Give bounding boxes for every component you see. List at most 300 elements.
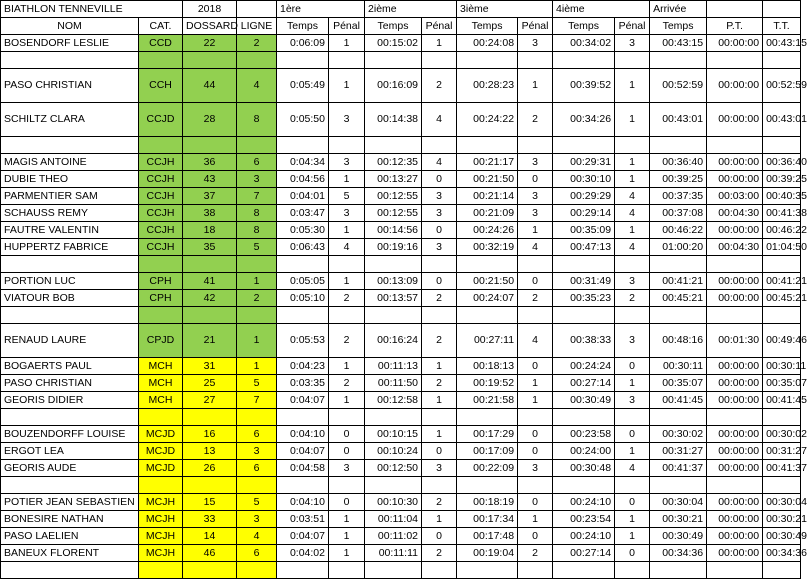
cell-penal-4: 4 bbox=[615, 460, 650, 477]
cell-tt: 01:04:50 bbox=[763, 239, 801, 256]
cell-temps-2: 00:11:50 bbox=[365, 375, 422, 392]
cell-temps-2: 00:12:50 bbox=[365, 460, 422, 477]
col-header-penal-2: Pénal bbox=[422, 18, 457, 35]
cell-temps-2: 00:12:58 bbox=[365, 392, 422, 409]
cell-penal-3: 1 bbox=[518, 222, 553, 239]
cell-pt: 00:00:00 bbox=[707, 460, 763, 477]
cell-pt: 00:00:00 bbox=[707, 171, 763, 188]
cell-penal-2: 2 bbox=[422, 324, 457, 358]
empty-cell bbox=[763, 137, 801, 154]
cell-penal-4: 1 bbox=[615, 511, 650, 528]
cell-penal-3: 3 bbox=[518, 460, 553, 477]
col-header-pt: P.T. bbox=[707, 18, 763, 35]
cell-pt: 00:00:00 bbox=[707, 511, 763, 528]
empty-cell bbox=[615, 52, 650, 69]
empty-cell bbox=[763, 256, 801, 273]
col-header-tt: T.T. bbox=[763, 18, 801, 35]
cell-penal-1: 1 bbox=[329, 171, 365, 188]
cell-penal-1: 3 bbox=[329, 460, 365, 477]
cell-penal-1: 0 bbox=[329, 426, 365, 443]
cell-temps-4: 00:24:10 bbox=[553, 494, 615, 511]
header-empty bbox=[237, 1, 277, 18]
table-row bbox=[1, 545, 801, 562]
empty-cell bbox=[1, 52, 139, 69]
cell-penal-3: 2 bbox=[518, 103, 553, 137]
empty-cell bbox=[237, 137, 277, 154]
cell-pt: 00:00:00 bbox=[707, 290, 763, 307]
cell-temps-3: 00:32:19 bbox=[457, 239, 518, 256]
empty-cell bbox=[183, 52, 237, 69]
cell-nom: POTIER JEAN SEBASTIEN bbox=[1, 494, 139, 511]
cell-temps-2: 00:16:09 bbox=[365, 69, 422, 103]
cell-penal-1: 3 bbox=[329, 154, 365, 171]
cell-temps-2: 00:11:11 bbox=[365, 545, 422, 562]
empty-cell bbox=[329, 307, 365, 324]
cell-dossard: 21 bbox=[183, 324, 237, 358]
cell-penal-2: 0 bbox=[422, 222, 457, 239]
cell-ligne: 5 bbox=[237, 375, 277, 392]
cell-dossard: 13 bbox=[183, 443, 237, 460]
separator-row bbox=[1, 477, 801, 494]
cell-nom: HUPPERTZ FABRICE bbox=[1, 239, 139, 256]
cell-temps-finish: 00:31:27 bbox=[650, 443, 707, 460]
empty-cell bbox=[139, 137, 183, 154]
cell-penal-4: 0 bbox=[615, 494, 650, 511]
cell-temps-finish: 00:43:15 bbox=[650, 35, 707, 52]
cell-cat: MCJH bbox=[139, 511, 183, 528]
empty-cell bbox=[277, 477, 329, 494]
cell-temps-finish: 00:48:16 bbox=[650, 324, 707, 358]
empty-cell bbox=[422, 307, 457, 324]
cell-temps-2: 00:12:55 bbox=[365, 188, 422, 205]
cell-tt: 00:41:37 bbox=[763, 460, 801, 477]
cell-nom: SCHILTZ CLARA bbox=[1, 103, 139, 137]
cell-temps-1: 0:06:43 bbox=[277, 239, 329, 256]
cell-nom: PASO CHRISTIAN bbox=[1, 69, 139, 103]
cell-temps-3: 00:18:13 bbox=[457, 358, 518, 375]
cell-penal-2: 3 bbox=[422, 239, 457, 256]
cell-dossard: 46 bbox=[183, 545, 237, 562]
empty-cell bbox=[518, 137, 553, 154]
cell-penal-2: 2 bbox=[422, 290, 457, 307]
cell-temps-4: 00:47:13 bbox=[553, 239, 615, 256]
separator-row bbox=[1, 137, 801, 154]
cell-nom: BOSENDORF LESLIE bbox=[1, 35, 139, 52]
cell-temps-3: 00:24:07 bbox=[457, 290, 518, 307]
cell-temps-3: 00:17:09 bbox=[457, 443, 518, 460]
empty-cell bbox=[763, 477, 801, 494]
table-row bbox=[1, 443, 801, 460]
empty-cell bbox=[183, 307, 237, 324]
empty-cell bbox=[365, 562, 422, 579]
cell-temps-3: 00:24:08 bbox=[457, 35, 518, 52]
col-header-temps-2: Temps bbox=[365, 18, 422, 35]
cell-temps-4: 00:30:10 bbox=[553, 171, 615, 188]
empty-cell bbox=[707, 409, 763, 426]
empty-cell bbox=[1, 409, 139, 426]
cell-penal-2: 0 bbox=[422, 273, 457, 290]
cell-penal-3: 4 bbox=[518, 239, 553, 256]
cell-ligne: 1 bbox=[237, 273, 277, 290]
round-2-label: 2ième bbox=[365, 1, 457, 18]
table-row bbox=[1, 103, 801, 137]
cell-nom: PASO CHRISTIAN bbox=[1, 375, 139, 392]
cell-temps-2: 00:11:02 bbox=[365, 528, 422, 545]
table-row bbox=[1, 426, 801, 443]
cell-pt: 00:00:00 bbox=[707, 103, 763, 137]
cell-temps-1: 0:03:35 bbox=[277, 375, 329, 392]
separator-row bbox=[1, 307, 801, 324]
table-row bbox=[1, 324, 801, 358]
cell-dossard: 25 bbox=[183, 375, 237, 392]
empty-cell bbox=[139, 477, 183, 494]
cell-pt: 00:00:00 bbox=[707, 273, 763, 290]
cell-temps-2: 00:10:30 bbox=[365, 494, 422, 511]
cell-penal-3: 3 bbox=[518, 205, 553, 222]
cell-penal-2: 1 bbox=[422, 426, 457, 443]
cell-temps-1: 0:05:05 bbox=[277, 273, 329, 290]
cell-temps-finish: 00:30:11 bbox=[650, 358, 707, 375]
table-row bbox=[1, 171, 801, 188]
table-body bbox=[1, 35, 807, 579]
cell-temps-finish: 00:35:07 bbox=[650, 375, 707, 392]
cell-penal-3: 0 bbox=[518, 358, 553, 375]
cell-temps-finish: 00:43:01 bbox=[650, 103, 707, 137]
empty-cell bbox=[422, 562, 457, 579]
cell-penal-4: 3 bbox=[615, 392, 650, 409]
cell-cat: MCJD bbox=[139, 426, 183, 443]
cell-pt: 00:00:00 bbox=[707, 358, 763, 375]
cell-dossard: 35 bbox=[183, 239, 237, 256]
cell-temps-2: 00:19:16 bbox=[365, 239, 422, 256]
cell-penal-3: 0 bbox=[518, 528, 553, 545]
cell-pt: 00:00:00 bbox=[707, 545, 763, 562]
cell-nom: RENAUD LAURE bbox=[1, 324, 139, 358]
cell-penal-2: 1 bbox=[422, 358, 457, 375]
cell-penal-4: 1 bbox=[615, 154, 650, 171]
round-4-label: 4ième bbox=[553, 1, 650, 18]
empty-cell bbox=[457, 256, 518, 273]
empty-cell bbox=[518, 52, 553, 69]
cell-pt: 00:00:00 bbox=[707, 222, 763, 239]
cell-penal-2: 2 bbox=[422, 375, 457, 392]
cell-temps-2: 00:15:02 bbox=[365, 35, 422, 52]
empty-cell bbox=[763, 307, 801, 324]
empty-cell bbox=[365, 137, 422, 154]
cell-temps-3: 00:28:23 bbox=[457, 69, 518, 103]
empty-cell bbox=[329, 256, 365, 273]
cell-ligne: 7 bbox=[237, 188, 277, 205]
cell-penal-2: 1 bbox=[422, 392, 457, 409]
cell-dossard: 28 bbox=[183, 103, 237, 137]
empty-cell bbox=[422, 137, 457, 154]
cell-temps-1: 0:04:58 bbox=[277, 460, 329, 477]
cell-dossard: 38 bbox=[183, 205, 237, 222]
empty-cell bbox=[615, 477, 650, 494]
cell-temps-4: 00:24:24 bbox=[553, 358, 615, 375]
cell-cat: CCJH bbox=[139, 222, 183, 239]
cell-dossard: 33 bbox=[183, 511, 237, 528]
cell-tt: 00:31:27 bbox=[763, 443, 801, 460]
cell-temps-4: 00:38:33 bbox=[553, 324, 615, 358]
cell-temps-4: 00:24:10 bbox=[553, 528, 615, 545]
cell-tt: 00:45:21 bbox=[763, 290, 801, 307]
round-3-label: 3ième bbox=[457, 1, 553, 18]
cell-dossard: 37 bbox=[183, 188, 237, 205]
cell-pt: 00:00:00 bbox=[707, 443, 763, 460]
title-row bbox=[1, 1, 801, 18]
cell-temps-4: 00:27:14 bbox=[553, 375, 615, 392]
cell-cat: MCJH bbox=[139, 545, 183, 562]
cell-tt: 00:46:22 bbox=[763, 222, 801, 239]
cell-dossard: 44 bbox=[183, 69, 237, 103]
cell-penal-4: 1 bbox=[615, 375, 650, 392]
cell-cat: MCJD bbox=[139, 460, 183, 477]
cell-nom: SCHAUSS REMY bbox=[1, 205, 139, 222]
cell-pt: 00:00:00 bbox=[707, 69, 763, 103]
cell-nom: PORTION LUC bbox=[1, 273, 139, 290]
cell-tt: 00:43:15 bbox=[763, 35, 801, 52]
cell-penal-4: 1 bbox=[615, 528, 650, 545]
cell-penal-4: 3 bbox=[615, 35, 650, 52]
table-row bbox=[1, 494, 801, 511]
cell-temps-finish: 00:30:49 bbox=[650, 528, 707, 545]
cell-penal-3: 2 bbox=[518, 290, 553, 307]
cell-temps-3: 00:17:29 bbox=[457, 426, 518, 443]
col-header-penal-1: Pénal bbox=[329, 18, 365, 35]
cell-penal-4: 3 bbox=[615, 324, 650, 358]
cell-temps-finish: 00:36:40 bbox=[650, 154, 707, 171]
cell-pt: 00:00:00 bbox=[707, 494, 763, 511]
cell-cat: CPH bbox=[139, 273, 183, 290]
cell-cat: CCH bbox=[139, 69, 183, 103]
cell-tt: 00:36:40 bbox=[763, 154, 801, 171]
cell-ligne: 1 bbox=[237, 324, 277, 358]
empty-cell bbox=[553, 137, 615, 154]
empty-cell bbox=[457, 409, 518, 426]
empty-cell bbox=[457, 52, 518, 69]
cell-nom: GEORIS AUDE bbox=[1, 460, 139, 477]
cell-temps-finish: 00:39:25 bbox=[650, 171, 707, 188]
cell-penal-2: 4 bbox=[422, 154, 457, 171]
cell-temps-4: 00:35:09 bbox=[553, 222, 615, 239]
empty-cell bbox=[277, 307, 329, 324]
cell-temps-4: 00:29:31 bbox=[553, 154, 615, 171]
cell-tt: 00:52:59 bbox=[763, 69, 801, 103]
cell-cat: MCJD bbox=[139, 443, 183, 460]
cell-penal-4: 1 bbox=[615, 171, 650, 188]
empty-cell bbox=[277, 562, 329, 579]
empty-cell bbox=[365, 409, 422, 426]
cell-dossard: 31 bbox=[183, 358, 237, 375]
cell-penal-1: 5 bbox=[329, 188, 365, 205]
empty-cell bbox=[650, 256, 707, 273]
cell-temps-2: 00:12:55 bbox=[365, 205, 422, 222]
empty-cell bbox=[329, 477, 365, 494]
cell-temps-4: 00:23:58 bbox=[553, 426, 615, 443]
cell-temps-4: 00:29:14 bbox=[553, 205, 615, 222]
cell-temps-1: 0:04:34 bbox=[277, 154, 329, 171]
col-header-cat: CAT. bbox=[139, 18, 183, 35]
cell-tt: 00:30:21 bbox=[763, 511, 801, 528]
cell-temps-1: 0:04:56 bbox=[277, 171, 329, 188]
cell-temps-1: 0:03:51 bbox=[277, 511, 329, 528]
empty-cell bbox=[1, 256, 139, 273]
cell-penal-3: 1 bbox=[518, 375, 553, 392]
event-title: BIATHLON TENNEVILLE bbox=[1, 1, 183, 18]
cell-temps-3: 00:24:26 bbox=[457, 222, 518, 239]
table-row bbox=[1, 358, 801, 375]
empty-cell bbox=[707, 256, 763, 273]
table-row bbox=[1, 511, 801, 528]
col-header-temps-finish: Temps bbox=[650, 18, 707, 35]
cell-cat: CCJD bbox=[139, 103, 183, 137]
empty-cell bbox=[277, 256, 329, 273]
empty-cell bbox=[615, 409, 650, 426]
empty-cell bbox=[615, 562, 650, 579]
cell-temps-finish: 00:30:02 bbox=[650, 426, 707, 443]
empty-cell bbox=[237, 409, 277, 426]
cell-pt: 00:04:30 bbox=[707, 205, 763, 222]
cell-penal-4: 3 bbox=[615, 273, 650, 290]
cell-temps-3: 00:21:09 bbox=[457, 205, 518, 222]
cell-dossard: 22 bbox=[183, 35, 237, 52]
cell-penal-3: 0 bbox=[518, 426, 553, 443]
cell-dossard: 14 bbox=[183, 528, 237, 545]
cell-nom: BONESIRE NATHAN bbox=[1, 511, 139, 528]
cell-ligne: 3 bbox=[237, 511, 277, 528]
col-header-dossard: DOSSARD bbox=[183, 18, 237, 35]
cell-pt: 00:00:00 bbox=[707, 528, 763, 545]
cell-penal-1: 3 bbox=[329, 205, 365, 222]
cell-penal-1: 1 bbox=[329, 273, 365, 290]
empty-cell bbox=[1, 307, 139, 324]
empty-cell bbox=[183, 409, 237, 426]
cell-penal-4: 1 bbox=[615, 222, 650, 239]
cell-cat: CCJH bbox=[139, 239, 183, 256]
cell-penal-1: 1 bbox=[329, 528, 365, 545]
cell-temps-4: 00:27:14 bbox=[553, 545, 615, 562]
cell-temps-4: 00:31:49 bbox=[553, 273, 615, 290]
empty-cell bbox=[139, 409, 183, 426]
empty-cell bbox=[1, 477, 139, 494]
cell-tt: 00:41:21 bbox=[763, 273, 801, 290]
empty-cell bbox=[277, 52, 329, 69]
empty-cell bbox=[553, 256, 615, 273]
cell-temps-1: 0:05:30 bbox=[277, 222, 329, 239]
empty-cell bbox=[650, 307, 707, 324]
cell-ligne: 5 bbox=[237, 239, 277, 256]
empty-cell bbox=[518, 409, 553, 426]
cell-temps-1: 0:04:10 bbox=[277, 426, 329, 443]
cell-ligne: 3 bbox=[237, 171, 277, 188]
empty-cell bbox=[518, 256, 553, 273]
empty-cell bbox=[237, 307, 277, 324]
cell-temps-4: 00:34:26 bbox=[553, 103, 615, 137]
cell-temps-3: 00:27:11 bbox=[457, 324, 518, 358]
cell-temps-2: 00:13:27 bbox=[365, 171, 422, 188]
cell-temps-1: 0:03:47 bbox=[277, 205, 329, 222]
cell-temps-finish: 01:00:20 bbox=[650, 239, 707, 256]
cell-temps-2: 00:11:04 bbox=[365, 511, 422, 528]
empty-cell bbox=[365, 477, 422, 494]
col-header-temps-4: Temps bbox=[553, 18, 615, 35]
cell-penal-1: 1 bbox=[329, 358, 365, 375]
cell-penal-3: 3 bbox=[518, 35, 553, 52]
cell-penal-3: 4 bbox=[518, 324, 553, 358]
cell-dossard: 36 bbox=[183, 154, 237, 171]
separator-row bbox=[1, 409, 801, 426]
cell-ligne: 6 bbox=[237, 545, 277, 562]
cell-temps-finish: 00:34:36 bbox=[650, 545, 707, 562]
cell-pt: 00:00:00 bbox=[707, 392, 763, 409]
empty-cell bbox=[365, 256, 422, 273]
cell-tt: 00:35:07 bbox=[763, 375, 801, 392]
cell-nom: GEORIS DIDIER bbox=[1, 392, 139, 409]
cell-penal-1: 4 bbox=[329, 239, 365, 256]
empty-cell bbox=[553, 307, 615, 324]
cell-temps-2: 00:10:24 bbox=[365, 443, 422, 460]
cell-temps-3: 00:19:52 bbox=[457, 375, 518, 392]
separator-row bbox=[1, 52, 801, 69]
cell-penal-1: 2 bbox=[329, 324, 365, 358]
cell-cat: MCH bbox=[139, 358, 183, 375]
cell-nom: BOGAERTS PAUL bbox=[1, 358, 139, 375]
cell-pt: 00:00:00 bbox=[707, 375, 763, 392]
cell-penal-4: 0 bbox=[615, 358, 650, 375]
cell-penal-3: 1 bbox=[518, 392, 553, 409]
cell-penal-1: 1 bbox=[329, 545, 365, 562]
cell-temps-1: 0:05:53 bbox=[277, 324, 329, 358]
cell-temps-4: 00:29:29 bbox=[553, 188, 615, 205]
empty-cell bbox=[518, 477, 553, 494]
cell-penal-4: 1 bbox=[615, 103, 650, 137]
cell-penal-2: 3 bbox=[422, 188, 457, 205]
empty-cell bbox=[422, 52, 457, 69]
column-header-row bbox=[1, 18, 801, 35]
cell-tt: 00:34:36 bbox=[763, 545, 801, 562]
cell-nom: BANEUX FLORENT bbox=[1, 545, 139, 562]
cell-penal-4: 2 bbox=[615, 290, 650, 307]
empty-cell bbox=[763, 562, 801, 579]
cell-temps-3: 00:21:50 bbox=[457, 171, 518, 188]
cell-temps-2: 00:14:38 bbox=[365, 103, 422, 137]
col-header-temps-3: Temps bbox=[457, 18, 518, 35]
cell-temps-3: 00:22:09 bbox=[457, 460, 518, 477]
cell-penal-3: 0 bbox=[518, 443, 553, 460]
empty-cell bbox=[615, 137, 650, 154]
cell-ligne: 8 bbox=[237, 205, 277, 222]
cell-ligne: 6 bbox=[237, 154, 277, 171]
cell-tt: 00:30:04 bbox=[763, 494, 801, 511]
cell-tt: 00:30:49 bbox=[763, 528, 801, 545]
cell-pt: 00:00:00 bbox=[707, 154, 763, 171]
empty-cell bbox=[457, 307, 518, 324]
cell-temps-finish: 00:45:21 bbox=[650, 290, 707, 307]
table-row bbox=[1, 375, 801, 392]
cell-temps-3: 00:19:04 bbox=[457, 545, 518, 562]
empty-cell bbox=[139, 562, 183, 579]
table-row bbox=[1, 154, 801, 171]
cell-temps-4: 00:30:49 bbox=[553, 392, 615, 409]
cell-pt: 00:03:00 bbox=[707, 188, 763, 205]
empty-cell bbox=[139, 256, 183, 273]
cell-temps-2: 00:13:57 bbox=[365, 290, 422, 307]
cell-ligne: 1 bbox=[237, 358, 277, 375]
cell-temps-3: 00:21:58 bbox=[457, 392, 518, 409]
cell-ligne: 5 bbox=[237, 494, 277, 511]
cell-temps-3: 00:21:17 bbox=[457, 154, 518, 171]
